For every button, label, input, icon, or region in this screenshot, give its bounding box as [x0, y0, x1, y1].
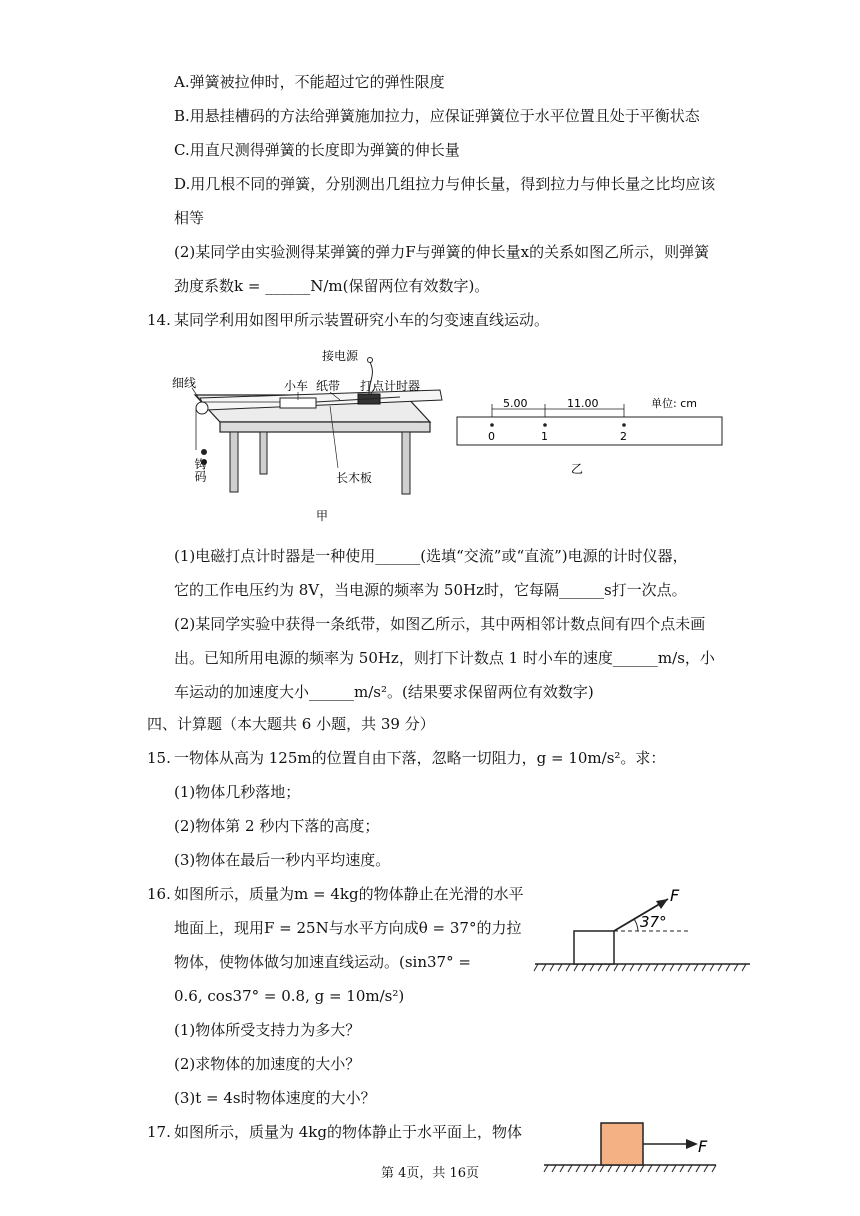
- q14-part1-line1: (1)电磁打点计时器是一种使用______(选填“交流”或“直流”)电源的计时仪器，: [174, 547, 688, 565]
- q15-sub2: (2)物体第 2 秒内下落的高度；: [174, 817, 380, 835]
- q15-sub3: (3)物体在最后一秒内平均速度。: [174, 851, 391, 869]
- q16-line1: 如图所示，质量为m = 4kg的物体静止在光滑的水平: [174, 885, 524, 903]
- option-a: A.弹簧被拉伸时，不能超过它的弹性限度: [174, 73, 445, 91]
- label-board: 长木板: [336, 471, 373, 485]
- q16-sub3: (3)t = 4s时物体速度的大小？: [174, 1089, 376, 1107]
- tape-point-1: 1: [541, 430, 548, 443]
- q16-sub1: (1)物体所受支持力为多大？: [174, 1021, 361, 1039]
- label-tape: 纸带: [316, 379, 341, 393]
- tape-unit: 单位: cm: [651, 397, 697, 410]
- q14-part2-line1: (2)某同学实验中获得一条纸带，如图乙所示，其中两相邻计数点间有四个点未画: [174, 615, 706, 633]
- option-d-line1: D.用几根不同的弹簧，分别测出几组拉力与伸长量，得到拉力与伸长量之比均应该: [174, 175, 716, 193]
- label-weight: 钩码: [193, 458, 207, 482]
- figure-q16-block: [530, 885, 755, 975]
- q13-part2-line2: 劲度系数k = ______N/m(保留两位有效数字)。: [174, 277, 490, 295]
- label-power: 接电源: [322, 349, 359, 363]
- q16-force-label: F: [670, 886, 680, 905]
- q14-stem: 某同学利用如图甲所示装置研究小车的匀变速直线运动。: [174, 311, 550, 329]
- label-timer: 打点计时器: [360, 379, 421, 393]
- figure-jia-apparatus: [170, 340, 460, 530]
- tape-d1: 5.00: [503, 397, 528, 410]
- q15-number: 15.: [147, 749, 171, 767]
- tape-point-2: 2: [620, 430, 627, 443]
- q15-sub1: (1)物体几秒落地；: [174, 783, 301, 801]
- q13-part2-line1: (2)某同学由实验测得某弹簧的弹力F与弹簧的伸长量x的关系如图乙所示，则弹簧: [174, 243, 710, 261]
- q17-force-label: F: [698, 1137, 708, 1156]
- q14-part1-line2: 它的工作电压约为 8V，当电源的频率为 50Hz时，它每隔______s打一次点。: [174, 581, 687, 599]
- q15-stem: 一物体从高为 125m的位置自由下落，忽略一切阻力，g = 10m/s²。求：: [174, 749, 666, 767]
- q16-sub2: (2)求物体的加速度的大小？: [174, 1055, 361, 1073]
- q16-angle-label: 37°: [640, 913, 667, 931]
- q17-block: [601, 1123, 643, 1165]
- caption-jia: 甲: [316, 509, 329, 523]
- section-heading: 四、计算题（本大题共 6 小题，共 39 分）: [147, 715, 435, 733]
- q17-number: 17.: [147, 1123, 171, 1141]
- option-b: B.用悬挂槽码的方法给弹簧施加拉力，应保证弹簧位于水平位置且处于平衡状态: [174, 107, 700, 125]
- q16-line3: 物体，使物体做匀加速直线运动。(sin37° =: [174, 953, 471, 971]
- page-footer: 第 4页，共 16页: [380, 1166, 480, 1181]
- q14-part2-line3: 车运动的加速度大小______m/s²。(结果要求保留两位有效数字): [174, 683, 594, 701]
- tape-d2: 11.00: [567, 397, 599, 410]
- q16-line2: 地面上，现用F = 25N与水平方向成θ = 37°的力拉: [174, 919, 522, 937]
- figure-yi-tape: [455, 395, 725, 485]
- q17-line1: 如图所示，质量为 4kg的物体静止于水平面上，物体: [174, 1123, 523, 1141]
- q16-number: 16.: [147, 885, 171, 903]
- option-d-line2: 相等: [174, 209, 205, 227]
- q14-part2-line2: 出。已知所用电源的频率为 50Hz，则打下计数点 1 时小车的速度______m/s，小: [174, 649, 715, 667]
- label-thread: 细线: [172, 376, 197, 390]
- tape-point-0: 0: [488, 430, 495, 443]
- caption-yi: 乙: [571, 462, 584, 476]
- label-cart: 小车: [284, 379, 309, 393]
- q16-line4: 0.6, cos37° = 0.8, g = 10m/s²): [174, 987, 405, 1005]
- q14-number: 14.: [147, 311, 171, 329]
- option-c: C.用直尺测得弹簧的长度即为弹簧的伸长量: [174, 141, 460, 159]
